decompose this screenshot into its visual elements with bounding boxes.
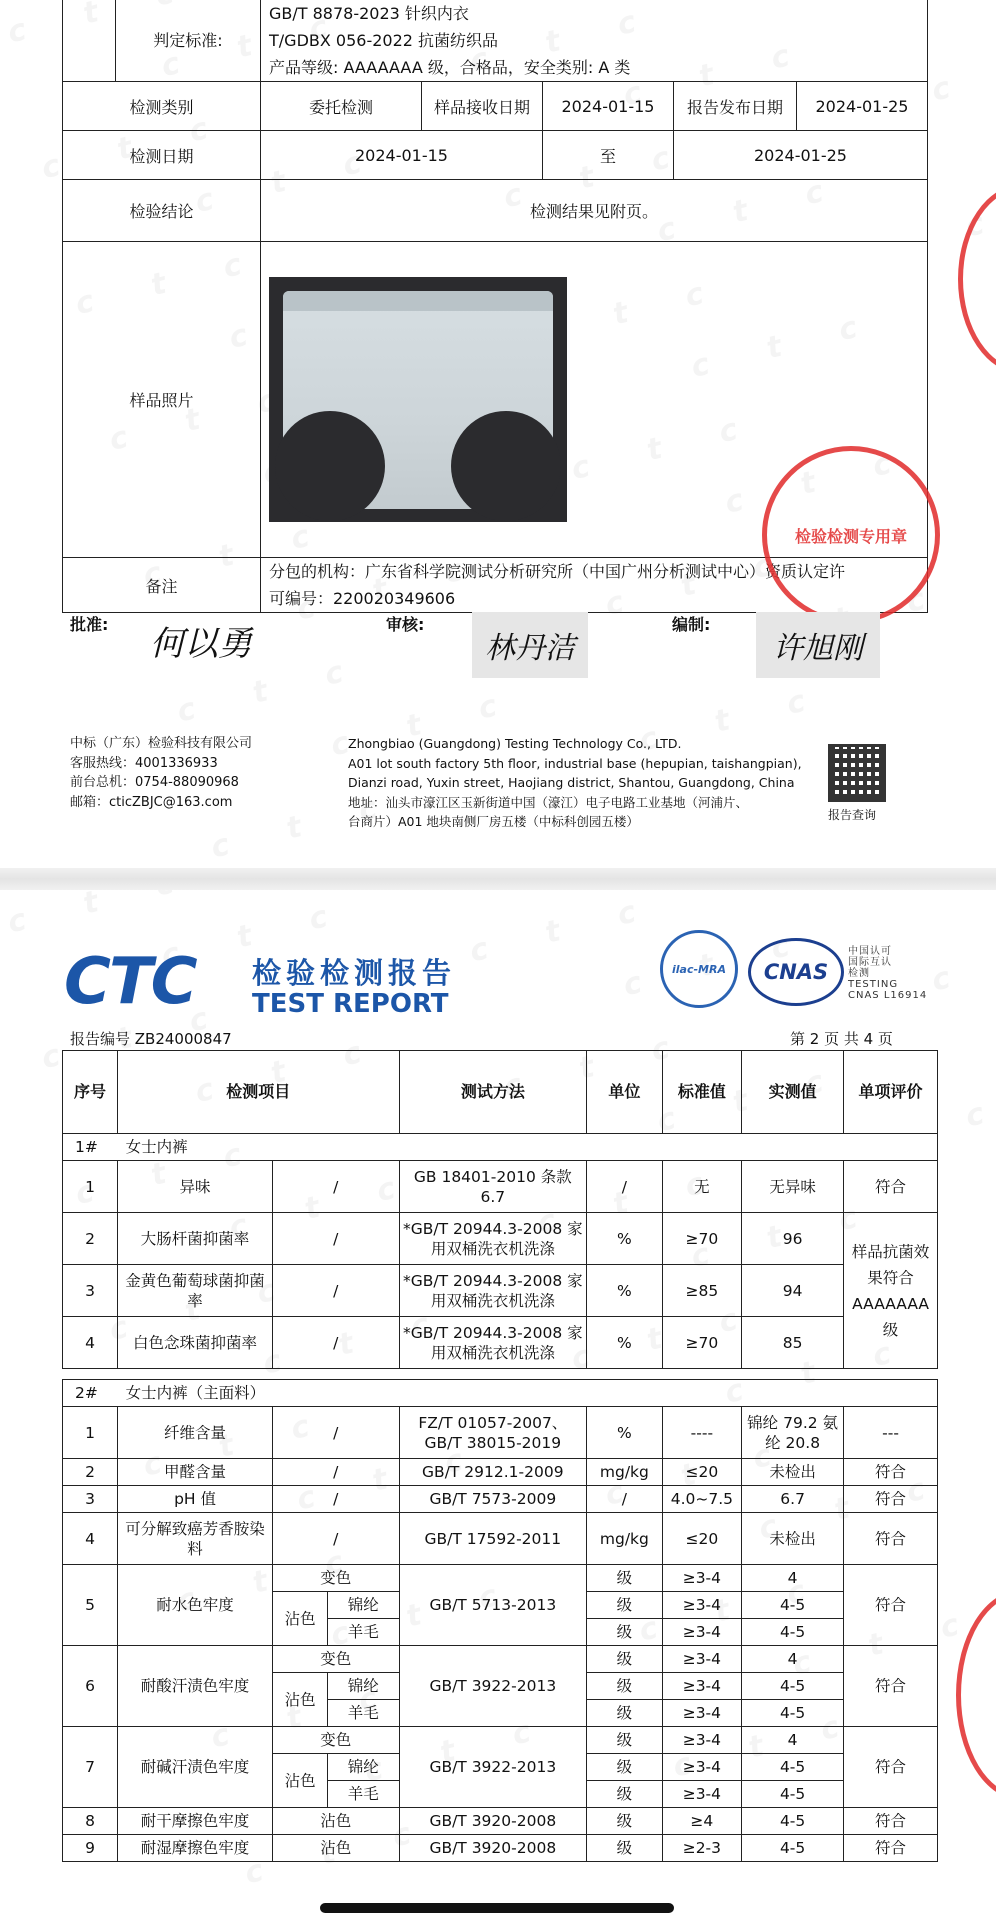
table-row: 1 异味 / GB 18401-2010 条款 6.7 / 无 无异味 符合 [63,1161,938,1213]
table-row: 3 pH 值 / GB/T 7573-2009 / 4.0~7.5 6.7 符合 [63,1486,938,1513]
official-stamp-edge [958,184,996,374]
type-label: 检测类别 [63,82,261,131]
std-value: GB/T 8878-2023 针织内衣 T/GDBX 056-2022 抗菌纺织品 产品等级: AAAAAAA 级，合格品，安全类别: A 类 [261,0,928,82]
cnas-info: 中国认可 国际互认 检测 TESTING CNAS L16914 [848,946,928,1001]
ilac-mra-logo: ilac-MRA [660,930,738,1008]
approve-signature: 何以勇 [150,624,252,664]
report-page-2 [0,890,996,1920]
table-row: 2 甲醛含量 / GB/T 2912.1-2009 mg/kg ≤20 未检出 符合 [63,1459,938,1486]
table-row: 1 纤维含量 / FZ/T 01057-2007、 GB/T 38015-2019 % ---- 锦纶 79.2 氨纶 20.8 --- [63,1407,938,1459]
review-signature: 林丹洁 [472,612,588,678]
date-to: 2024-01-25 [674,131,928,180]
approve-label: 批准: [70,615,109,634]
table-row: 7 耐碱汗渍色牢度 变色 GB/T 3922-2013 级 ≥3-4 4 符合 [63,1727,938,1754]
table-row: 羊毛 级 ≥3-4 4-5 [63,1700,938,1727]
compile-signature: 许旭刚 [756,612,880,678]
header-std: 标准值 [662,1051,742,1134]
sample-photo [269,277,567,522]
conclusion-label: 检验结论 [63,180,261,242]
receive-value: 2024-01-15 [543,82,674,131]
table-row: 4 白色念珠菌抑菌率 / *GB/T 20944.3-2008 家用双桶洗衣机洗涤 % ≥70 85 [63,1317,938,1369]
official-stamp: 检验检测专用章 [762,446,940,624]
page-info: 第 2 页 共 4 页 [790,1030,893,1048]
ctc-logo: CTC 检验检测报告 TEST REPORT [64,945,457,1019]
underwear-image [283,291,553,509]
receive-label: 样品接收日期 [422,82,543,131]
type-value: 委托检测 [261,82,422,131]
antibacterial-eval: 样品抗菌效果符合 AAAAAAA 级 [844,1213,938,1369]
table-row: 2 大肠杆菌抑菌率 / *GB/T 20944.3-2008 家用双桶洗衣机洗涤 % ≥70 96 样品抗菌效果符合 AAAAAAA 级 [63,1213,938,1265]
note-value: 分包的机构：广东省科学院测试分析研究所（中国广州分析测试中心）资质认定许 可编号：220020349606 [261,558,928,613]
report-page-1 [0,0,996,868]
table-row: 8 耐干摩擦色牢度 沾色 GB/T 3920-2008 级 ≥4 4-5 符合 [63,1808,938,1835]
conclusion-value: 检测结果见附页。 [261,180,928,242]
table-row: 6 耐酸汗渍色牢度 变色 GB/T 3922-2013 级 ≥3-4 4 符合 [63,1646,938,1673]
home-indicator[interactable] [320,1903,674,1913]
official-stamp-edge [956,1590,996,1800]
footer-en: Zhongbiao (Guangdong) Testing Technology Co., LTD. A01 lot south factory 5th floor, industrial base (hepupian, taishangpian), Dianzi road, Yuxin street, Haojiang district, Shantou, Guangdong, China 地址：汕头市濠江区玉新街道中国（濠江）电子电路工业基地（河浦片、 台商片）A01 地块南侧厂房五楼（中标科创园五楼） [348,736,802,829]
header-unit: 单位 [587,1051,662,1134]
footer-cn: 中标（广东）检验科技有限公司 客服热线：4001336933 前台总机：0754-88090968 邮箱：cticZBJC@163.com [70,736,253,810]
table-row: 沾色 锦纶 级 ≥3-4 4-5 [63,1673,938,1700]
header-value: 实测值 [742,1051,844,1134]
header-item: 检测项目 [118,1051,399,1134]
photo-label: 样品照片 [63,242,261,558]
table-header [63,1051,938,1134]
review-label: 审核: [386,615,425,634]
page-separator [0,868,996,890]
table-row: 沾色 锦纶 级 ≥3-4 4-5 [63,1754,938,1781]
std-label: 判定标准: [116,0,261,82]
table-row: 羊毛 级 ≥3-4 4-5 [63,1619,938,1646]
table-row: 沾色 锦纶 级 ≥3-4 4-5 [63,1592,938,1619]
qr-label: 报告查询 [828,808,877,822]
header-eval: 单项评价 [844,1051,938,1134]
results-table [62,1050,938,1862]
issue-value: 2024-01-25 [797,82,928,131]
table-row: 4 可分解致癌芳香胺染料 / GB/T 17592-2011 mg/kg ≤20 未检出 符合 [63,1513,938,1565]
date-label: 检测日期 [63,131,261,180]
note-label: 备注 [63,558,261,613]
header-no: 序号 [63,1051,118,1134]
qr-code[interactable] [828,744,886,802]
compile-label: 编制: [672,615,711,634]
header-method: 测试方法 [399,1051,587,1134]
issue-label: 报告发布日期 [674,82,797,131]
date-to-word: 至 [543,131,674,180]
table-row: 羊毛 级 ≥3-4 4-5 [63,1781,938,1808]
table-row: 5 耐水色牢度 变色 GB/T 5713-2013 级 ≥3-4 4 符合 [63,1565,938,1592]
report-number: 报告编号 ZB24000847 [70,1030,232,1048]
table-row: 3 金黄色葡萄球菌抑菌率 / *GB/T 20944.3-2008 家用双桶洗衣机洗涤 % ≥85 94 [63,1265,938,1317]
section-row: 2# 女士内裤（主面料） [63,1380,938,1407]
date-from: 2024-01-15 [261,131,543,180]
section-row: 1# 女士内裤 [63,1134,938,1161]
cnas-logo: CNAS [748,938,844,1006]
table-row: 9 耐湿摩擦色牢度 沾色 GB/T 3920-2008 级 ≥2-3 4-5 符合 [63,1835,938,1862]
